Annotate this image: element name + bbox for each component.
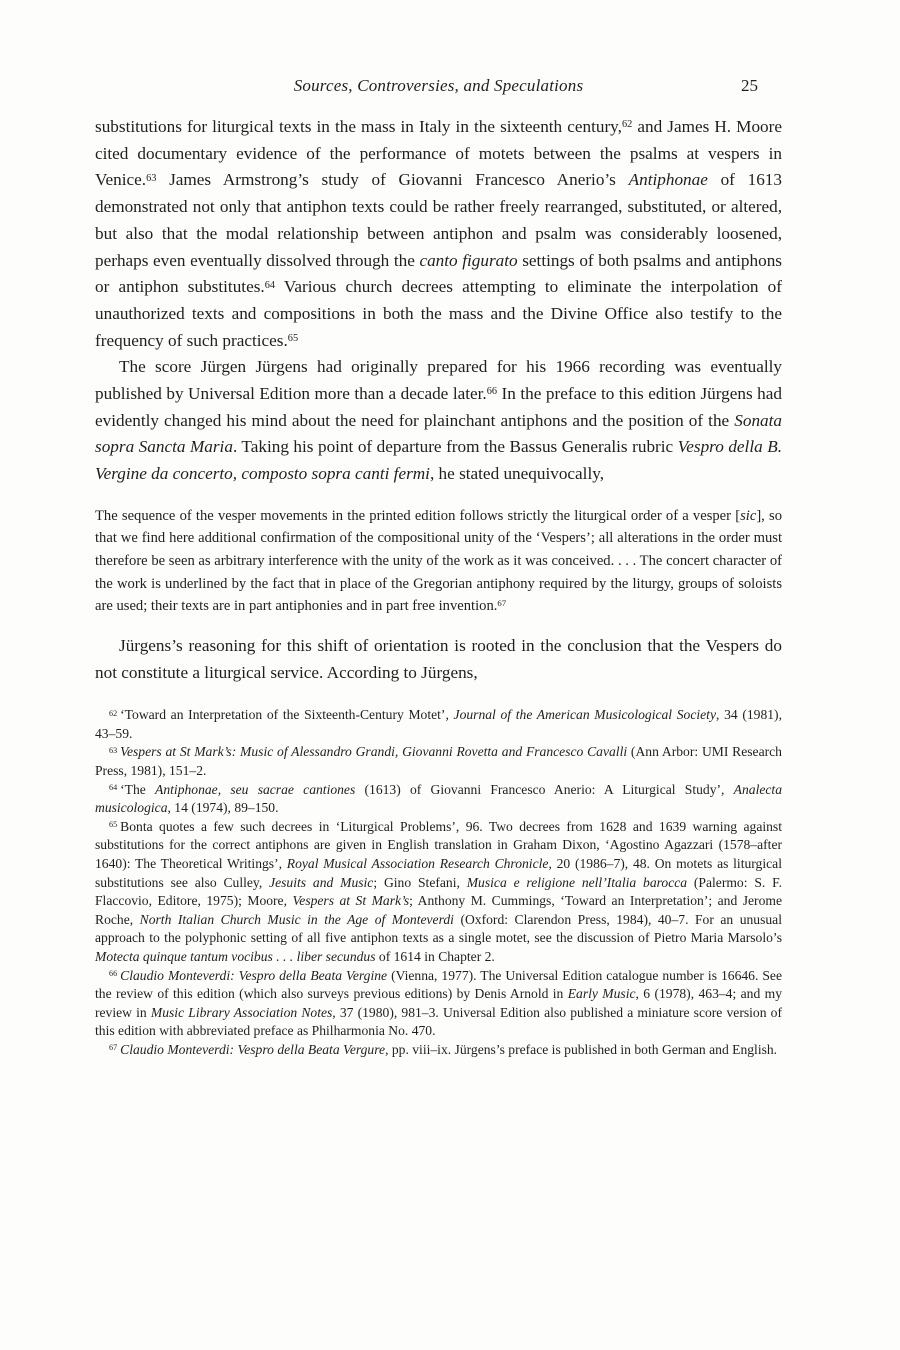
footnote-marker: 62 — [621, 119, 633, 131]
footnote-number: 67 — [109, 1043, 118, 1053]
footnote-number: 64 — [109, 782, 118, 792]
text-run: , 34 (1981), 43–59. — [95, 707, 782, 741]
text-run: Various church decrees attempting to eliminate the interpolation of unauthorized texts and compositions in both the mass and the Divine Office also testify to the frequency of such practices. — [95, 277, 782, 350]
text-run: Antiphonae — [628, 170, 708, 190]
text-run: Royal Musical Association Research Chronicle — [286, 855, 549, 871]
text-run: , he stated unequivocally, — [429, 464, 605, 484]
text-run: The sequence of the vesper movements in the printed edition follows strictly the liturgical order of a vesper [ — [95, 507, 741, 524]
text-run: North Italian Church Music in the Age of Monteverdi — [139, 911, 454, 927]
text-run: settings of both psalms and antiphons or antiphon substitutes. — [95, 250, 782, 297]
text-run: Bonta quotes a few such decrees in ‘Liturgical Problems’, 96. Two decrees from 1628 and 1639 warning against substitutions for the correct antiphons are given in English translation in Graham Dixon, ‘Agostino Agazzari (1578–after 1640): The Theoretical Writings’, — [95, 818, 782, 871]
footnote-number: 66 — [109, 968, 118, 978]
text-run: Claudio Monteverdi: Vespro della Beata Vergure — [120, 1041, 386, 1057]
text-run: (Vienna, 1977). The Universal Edition catalogue number is 16646. See the review of this edition (which also surveys previous editions) by Denis Arnold in — [95, 967, 782, 1002]
footnote-66 — [95, 967, 782, 1041]
block-quote — [95, 505, 782, 618]
text-run: In the preface to this edition Jürgens had evidently changed his mind about the need for plainchant antiphons and the position of the — [95, 384, 782, 430]
text-run: The score Jürgen Jürgens had originally prepared for his 1966 recording was eventually published by Universal Edition more than a decade later. — [95, 357, 782, 404]
footnote-63 — [95, 743, 782, 780]
text-run: and James H. Moore cited documentary evidence of the performance of motets between the psalms at vespers in Venice. — [95, 117, 782, 190]
text-block — [95, 76, 782, 1060]
text-run: , 20 (1986–7), 48. On motets as liturgical substitutions see also Culley, — [95, 855, 782, 890]
footnote-number: 62 — [109, 708, 118, 718]
text-run: , 37 (1980), 981–3. Universal Edition also published a miniature score version of this edition with abbreviated preface as Philharmonia No. 470. — [95, 1004, 783, 1039]
text-run: ; Gino Stefani, — [373, 874, 467, 890]
footnote-marker: 67 — [497, 598, 507, 609]
paragraph — [95, 633, 782, 686]
text-run: Vespers at St Mark’s: Music of Alessandro Grandi, Giovanni Rovetta and Francesco Cavalli — [120, 744, 628, 760]
footnote-marker: 65 — [287, 332, 299, 344]
text-run: (Palermo: S. F. Flaccovio, Editore, 1975); Moore, — [95, 874, 782, 909]
text-run: , 6 (1978), 463–4; and my review in — [95, 986, 782, 1020]
page-number: 25 — [741, 76, 758, 95]
text-run: , 14 (1974), 89–150. — [167, 800, 279, 816]
body-text — [95, 114, 782, 686]
text-run: Musica e religione nell’Italia barocca — [466, 874, 688, 890]
text-run: James Armstrong’s study of Giovanni Francesco Anerio’s — [156, 170, 629, 190]
text-run: Journal of the American Musicological Society — [453, 707, 716, 723]
text-run: Analecta musicologica — [95, 781, 782, 816]
footnote-65 — [95, 818, 782, 967]
text-run: canto figurato — [419, 250, 518, 270]
running-head-title: Sources, Controversies, and Speculations — [293, 76, 584, 95]
text-run: Music Library Association Notes — [150, 1004, 333, 1020]
text-run: (1613) of Giovanni Francesco Anerio: A Liturgical Study’, — [355, 781, 734, 797]
text-run: , pp. viii–ix. Jürgens’s preface is published in both German and English. — [385, 1041, 778, 1057]
running-head — [95, 76, 782, 96]
footnote-number: 65 — [109, 820, 118, 830]
text-run: (Oxford: Clarendon Press, 1984), 40–7. For an unusual approach to the polyphonic setting of all five antiphon texts as a single motet, see the discussion of Pietro Maria Marsolo’s — [95, 911, 782, 946]
text-run: (Ann Arbor: UMI Research Press, 1981), 151–2. — [95, 744, 782, 778]
text-run: Vespers at St Mark’s — [292, 893, 410, 909]
footnote-62 — [95, 706, 782, 743]
footnotes-section — [95, 706, 782, 1059]
text-run: substitutions for liturgical texts in the mass in Italy in the sixteenth century, — [95, 117, 622, 136]
footnote-67 — [95, 1041, 782, 1060]
text-run: . Taking his point of departure from the Bassus Generalis rubric — [232, 437, 678, 457]
paragraph — [95, 114, 782, 354]
footnote-64 — [95, 781, 782, 818]
text-run: sic — [740, 507, 757, 524]
footnote-number: 63 — [109, 745, 118, 755]
footnote-marker: 64 — [264, 279, 275, 291]
text-run: ‘The — [120, 781, 156, 797]
paragraph — [95, 354, 782, 488]
text-run: ; Anthony M. Cummings, ‘Toward an Interpretation’; and Jerome Roche, — [95, 893, 782, 927]
text-run: ‘Toward an Interpretation of the Sixteenth-Century Motet’, — [120, 707, 454, 723]
text-run: of 1614 in Chapter 2. — [375, 948, 495, 964]
text-run: Jürgens’s reasoning for this shift of orientation is rooted in the conclusion that the Vespers do not constitute a liturgical service. According to Jürgens, — [95, 635, 782, 682]
text-run: Vespro della B. Vergine da concerto, composto sopra canti fermi — [95, 437, 783, 484]
text-run: ], so that we find here additional confirmation of the compositional unity of the ‘Vespers’; all alterations in the order must therefore be seen as arbitrary interference with the unity of the work as it was conceived. . . . The concert character of the work is underlined by the fact that in place of the Gregorian antiphony required by the liturgy, groups of soloists are used; their texts are in part antiphonies and in part free invention. — [95, 507, 782, 615]
text-run: Claudio Monteverdi: Vespro della Beata Vergine — [120, 967, 388, 983]
text-run: Early Music — [567, 986, 636, 1002]
text-run: Antiphonae, seu sacrae cantiones — [155, 781, 356, 797]
text-run: Sonata sopra Sancta Maria — [95, 410, 782, 457]
text-run: of 1613 demonstrated not only that antiphon texts could be rather freely rearranged, substituted, or altered, but also that the modal relationship between antiphon and psalm was considerably loosened, perhaps even eventually dissolved through the — [95, 170, 782, 270]
footnote-marker: 66 — [486, 386, 498, 398]
footnote-marker: 63 — [146, 172, 157, 184]
text-run: Jesuits and Music — [269, 874, 374, 890]
text-run: Motecta quinque tantum vocibus . . . liber secundus — [95, 948, 376, 964]
